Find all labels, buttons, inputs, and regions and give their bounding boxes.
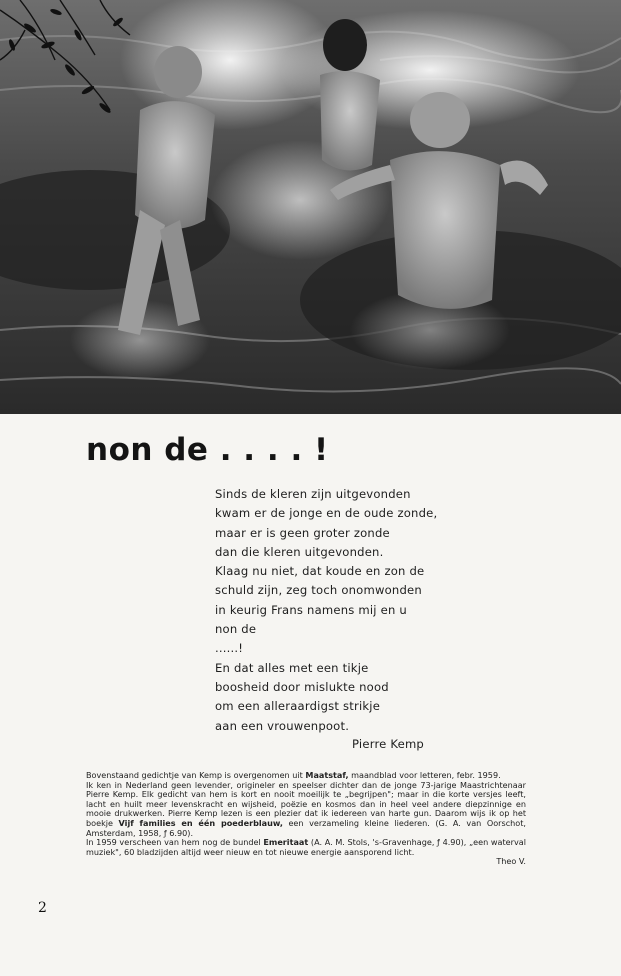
poem-line: En dat alles met een tikje bbox=[215, 660, 369, 675]
page-title: non de . . . . ! bbox=[86, 432, 329, 468]
poem-line: boosheid door mislukte nood bbox=[215, 679, 389, 694]
poem-line: non de bbox=[215, 622, 257, 637]
poem-line: schuld zijn, zeg toch onomwonden bbox=[215, 583, 422, 598]
poem-line: ......! bbox=[215, 641, 244, 656]
poem-line: Klaag nu niet, dat koude en zon de bbox=[215, 564, 425, 579]
poem-line: om een alleraardigst strikje bbox=[215, 699, 381, 714]
note-signature: Theo V. bbox=[496, 856, 526, 867]
note-text: maandblad voor letteren, febr. 1959. bbox=[348, 770, 501, 780]
poem-line: in keurig Frans namens mij en u bbox=[215, 602, 407, 617]
note-bold: Emeritaat bbox=[263, 837, 309, 848]
editorial-note bbox=[86, 771, 526, 867]
poem-line: kwam er de jonge en de oude zonde, bbox=[215, 506, 438, 521]
note-text: (A. A. M. Stols, 's-Gravenhage, ƒ 4.90), „een waterval muziek", 60 bladzijden altijd weer nieuw en tot nieuwe energie aansporend licht. bbox=[86, 837, 526, 857]
page-number: 2 bbox=[38, 900, 47, 916]
photograph-icon bbox=[0, 0, 621, 414]
note-text: een verzameling kleine liederen. (G. A. van Oorschot, Amsterdam, 1958, ƒ 6.90). bbox=[86, 817, 527, 838]
poem-author: Pierre Kemp bbox=[352, 737, 424, 751]
poem-line: aan een vrouwenpoot. bbox=[215, 718, 350, 733]
poem-line: maar er is geen groter zonde bbox=[215, 525, 390, 540]
note-text: In 1959 verscheen van hem nog de bundel bbox=[86, 837, 264, 848]
note-bold: Maatstaf, bbox=[305, 770, 349, 780]
note-paragraph bbox=[86, 838, 526, 857]
poem bbox=[215, 485, 455, 736]
note-paragraph bbox=[86, 781, 526, 839]
poem-line: dan die kleren uitgevonden. bbox=[215, 544, 384, 559]
note-text: Bovenstaand gedichtje van Kemp is overgenomen uit bbox=[86, 770, 306, 780]
note-text: Ik ken in Nederland geen levender, origineler en speelser dichter dan de jonge 73-jarige Maastrichtenaar Pierre Kemp. Elk gedicht van hem is kort en nooit moeilijk te „begrijpen"; maar in die korte versjes leeft, lacht en huilt meer levenskracht en wijsheid, poëzie en kosmos dan in heel veel andere diepzinnige en mooie drukwerken. Pierre Kemp lezen is een plezier dat ik iedereen van harte gun. Daarom wijs ik op het boekje bbox=[86, 779, 526, 828]
note-bold: Vijf families en één poederblauw, bbox=[118, 817, 283, 828]
poem-line: Sinds de kleren zijn uitgevonden bbox=[215, 487, 411, 501]
photograph bbox=[0, 0, 621, 414]
